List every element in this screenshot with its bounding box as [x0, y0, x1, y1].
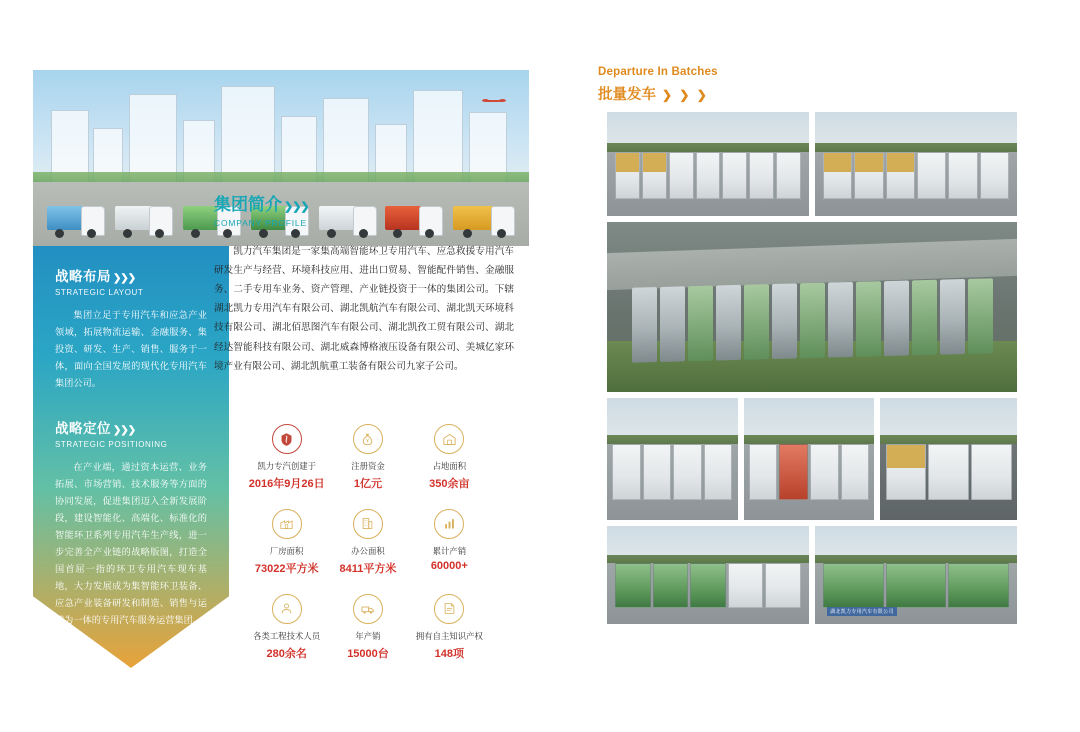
company-profile-title-text: 集团简介 — [214, 195, 282, 214]
gallery-row — [607, 222, 1017, 392]
stat-value: 148项 — [434, 647, 464, 660]
truck-thumb — [632, 287, 657, 362]
section-title — [55, 270, 207, 285]
photo-truck-row — [615, 152, 801, 200]
section-body: 在产业端，通过资本运营、业务拓展、市场营销、技术服务等方面的协同发展，促进集团迈入全新发展阶段，建设智能化、高端化、标准化的智能环卫系列专用汽车生产线，进一步完善全产业链的战略版图，打造全国首屈一指的环卫专用汽车现车基地，大力发展成为集智能环卫装备、应急产业装备研发和制造、销售与运营为一体的专用汽车服务运营集团。 — [55, 461, 207, 625]
truck-thumb — [704, 444, 733, 500]
chart-bar-icon — [434, 509, 464, 539]
company-profile-title — [214, 196, 514, 215]
land-area-icon — [434, 424, 464, 454]
stat-value: 2016年9月26日 — [248, 477, 325, 490]
truck-thumb — [928, 444, 969, 500]
stat-item — [409, 594, 490, 661]
stat-label: 各类工程技术人员 — [253, 630, 321, 641]
building-shape — [413, 90, 463, 184]
truck-thumb — [612, 444, 641, 500]
departure-title-cn — [598, 83, 1016, 104]
factory-icon — [272, 509, 302, 539]
stat-value: 1亿元 — [353, 477, 383, 490]
stat-item — [409, 424, 490, 491]
photo-truck-row — [612, 444, 732, 500]
stat-label: 凯力专汽创建于 — [257, 461, 316, 471]
stat-label: 注册资金 — [351, 461, 385, 471]
truck-thumb — [823, 563, 884, 608]
photo-truck-row — [886, 444, 1012, 500]
office-building-icon — [353, 509, 383, 539]
stat-item — [327, 424, 408, 491]
truck-thumb — [854, 152, 883, 200]
arrows-decor: ❯❯❯ — [284, 201, 309, 213]
photo-gallery — [607, 112, 1017, 630]
photo-truck-row — [749, 444, 869, 500]
arrows-decor: ❯❯❯ — [113, 424, 136, 436]
truck-thumb — [744, 284, 769, 359]
truck-thumb — [765, 563, 801, 608]
photo-fleet-yellow-tankers[interactable] — [607, 112, 809, 216]
photo-fleet-white-cabs[interactable] — [607, 398, 738, 520]
truck-thumb — [980, 152, 1009, 200]
brand-logo-icon — [272, 424, 302, 454]
truck-thumb — [886, 444, 927, 500]
section-strategic-positioning — [55, 422, 207, 629]
truck-wheel — [87, 229, 96, 238]
drone-icon — [485, 100, 503, 108]
company-stats-grid — [246, 424, 490, 661]
stat-value: 15000台 — [347, 647, 389, 660]
departure-title-en: Departure In Batches — [598, 66, 718, 78]
truck-thumb — [779, 444, 808, 500]
gallery-row — [607, 398, 1017, 520]
truck-thumb — [967, 278, 992, 353]
company-profile-subtitle: COMPANY PROFILE — [214, 217, 307, 228]
truck-thumb — [776, 152, 801, 200]
photo-fleet-green-banner-truck[interactable] — [815, 526, 1017, 624]
section-title — [55, 422, 207, 437]
gallery-row — [607, 526, 1017, 624]
gallery-row — [607, 112, 1017, 216]
section-title-text: 战略布局 — [55, 269, 111, 284]
truck-thumb — [642, 152, 667, 200]
truck-thumb — [643, 444, 672, 500]
truck-thumb — [673, 444, 702, 500]
stat-value: 350余亩 — [429, 477, 470, 490]
section-subtitle: STRATEGIC POSITIONING — [55, 439, 168, 449]
photo-truck-row — [823, 563, 1009, 608]
truck-thumb — [841, 444, 870, 500]
truck-thumb — [800, 283, 825, 358]
truck-thumb — [688, 286, 713, 361]
truck-illustration — [115, 196, 173, 236]
photo-fleet-red-sweeper[interactable] — [744, 398, 875, 520]
arrows-decor: ❯❯❯ — [113, 273, 136, 284]
photo-truck-row — [615, 563, 801, 608]
stat-item — [409, 509, 490, 576]
truck-thumb — [669, 152, 694, 200]
stat-item — [246, 509, 327, 576]
arrows-decor: ❯ ❯ ❯ — [662, 88, 709, 102]
photo-fleet-yard-row[interactable] — [880, 398, 1017, 520]
stat-value: 280余名 — [266, 647, 307, 660]
photo-fleet-green-trucks[interactable] — [607, 526, 809, 624]
truck-thumb — [615, 152, 640, 200]
stat-label: 累计产销 — [432, 545, 467, 556]
truck-illustration — [47, 196, 105, 236]
engineer-person-icon — [272, 594, 302, 624]
truck-thumb — [722, 152, 747, 200]
section-subtitle: STRATEGIC LAYOUT — [55, 287, 144, 297]
truck-thumb — [615, 563, 651, 608]
truck-thumb — [883, 281, 908, 356]
truck-thumb — [886, 563, 947, 608]
truck-thumb — [917, 152, 946, 200]
truck-thumb — [749, 152, 774, 200]
truck-thumb — [948, 563, 1009, 608]
building-shape — [221, 86, 275, 184]
truck-thumb — [823, 152, 852, 200]
company-profile-block — [214, 196, 514, 376]
stat-value: 8411平方米 — [339, 562, 397, 575]
truck-thumb — [728, 563, 764, 608]
truck-thumb — [653, 563, 689, 608]
truck-icon — [353, 594, 383, 624]
photo-aerial-fleet-lineup[interactable] — [607, 222, 1017, 392]
truck-thumb — [911, 280, 936, 355]
section-strategic-layout — [55, 270, 207, 392]
stat-label: 办公面积 — [351, 545, 385, 556]
departure-title-cn-text: 批量发车 — [598, 87, 656, 103]
section-title-text: 战略定位 — [55, 420, 111, 436]
stat-label: 年产销 — [355, 630, 381, 641]
truck-thumb — [948, 152, 977, 200]
stat-item — [246, 594, 327, 661]
stat-label: 占地面积 — [432, 461, 467, 471]
photo-truck-row — [823, 152, 1009, 200]
photo-aerial-fleet — [632, 278, 993, 362]
truck-thumb — [971, 444, 1012, 500]
truck-thumb — [660, 287, 685, 362]
left-text-column — [33, 246, 229, 629]
stat-label: 厂房面积 — [269, 545, 304, 556]
truck-thumb — [855, 281, 880, 356]
truck-thumb — [749, 444, 778, 500]
truck-thumb — [690, 563, 726, 608]
truck-thumb — [810, 444, 839, 500]
stat-value: 60000+ — [430, 559, 468, 572]
stat-item — [327, 509, 408, 576]
truck-thumb — [827, 282, 852, 357]
stat-value: 73022平方米 — [254, 562, 319, 575]
company-profile-body: 凯力汽车集团是一家集高端智能环卫专用汽车、应急救援专用汽车研发生产与经营、环境科技应用、进出口贸易、智能配件销售、金融服务、二手专用车业务、资产管理、产业链投资于一体的集团公司。下辖湖北凯力专用汽车有限公司、湖北凯航汽车有限公司、湖北凯天环境科技有限公司、湖北佰思图汽车有限公司、湖北凯孜工贸有限公司、湖北经达智能科技有限公司、湖北威森博格液压设备有限公司、美城亿家环境产业有限公司、湖北凯航重工装备有限公司九家子公司。 — [214, 245, 514, 372]
truck-thumb — [772, 284, 797, 359]
truck-wheel — [55, 229, 64, 238]
certificate-icon — [434, 594, 464, 624]
truck-wheel — [155, 229, 164, 238]
truck-wheel — [123, 229, 132, 238]
building-shape — [129, 94, 177, 184]
money-bag-icon — [353, 424, 383, 454]
photo-banner-caption: 湖北凯力专用汽车有限公司 — [827, 607, 897, 616]
truck-thumb — [716, 285, 741, 360]
truck-thumb — [939, 279, 964, 354]
truck-thumb — [886, 152, 915, 200]
svg-text:¥: ¥ — [366, 438, 370, 445]
stat-item — [246, 424, 327, 491]
truck-thumb — [696, 152, 721, 200]
stat-item — [327, 594, 408, 661]
section-body: 集团立足于专用汽车和应急产业领域，拓展物流运输、金融服务、集投资、研发、生产、销售、服务于一体，面向全国发展的现代化专用汽车集团公司。 — [55, 309, 207, 388]
photo-fleet-yellow-row[interactable] — [815, 112, 1017, 216]
stat-label: 拥有自主知识产权 — [415, 630, 483, 641]
right-header — [598, 66, 1016, 104]
truck-wheel — [191, 229, 200, 238]
